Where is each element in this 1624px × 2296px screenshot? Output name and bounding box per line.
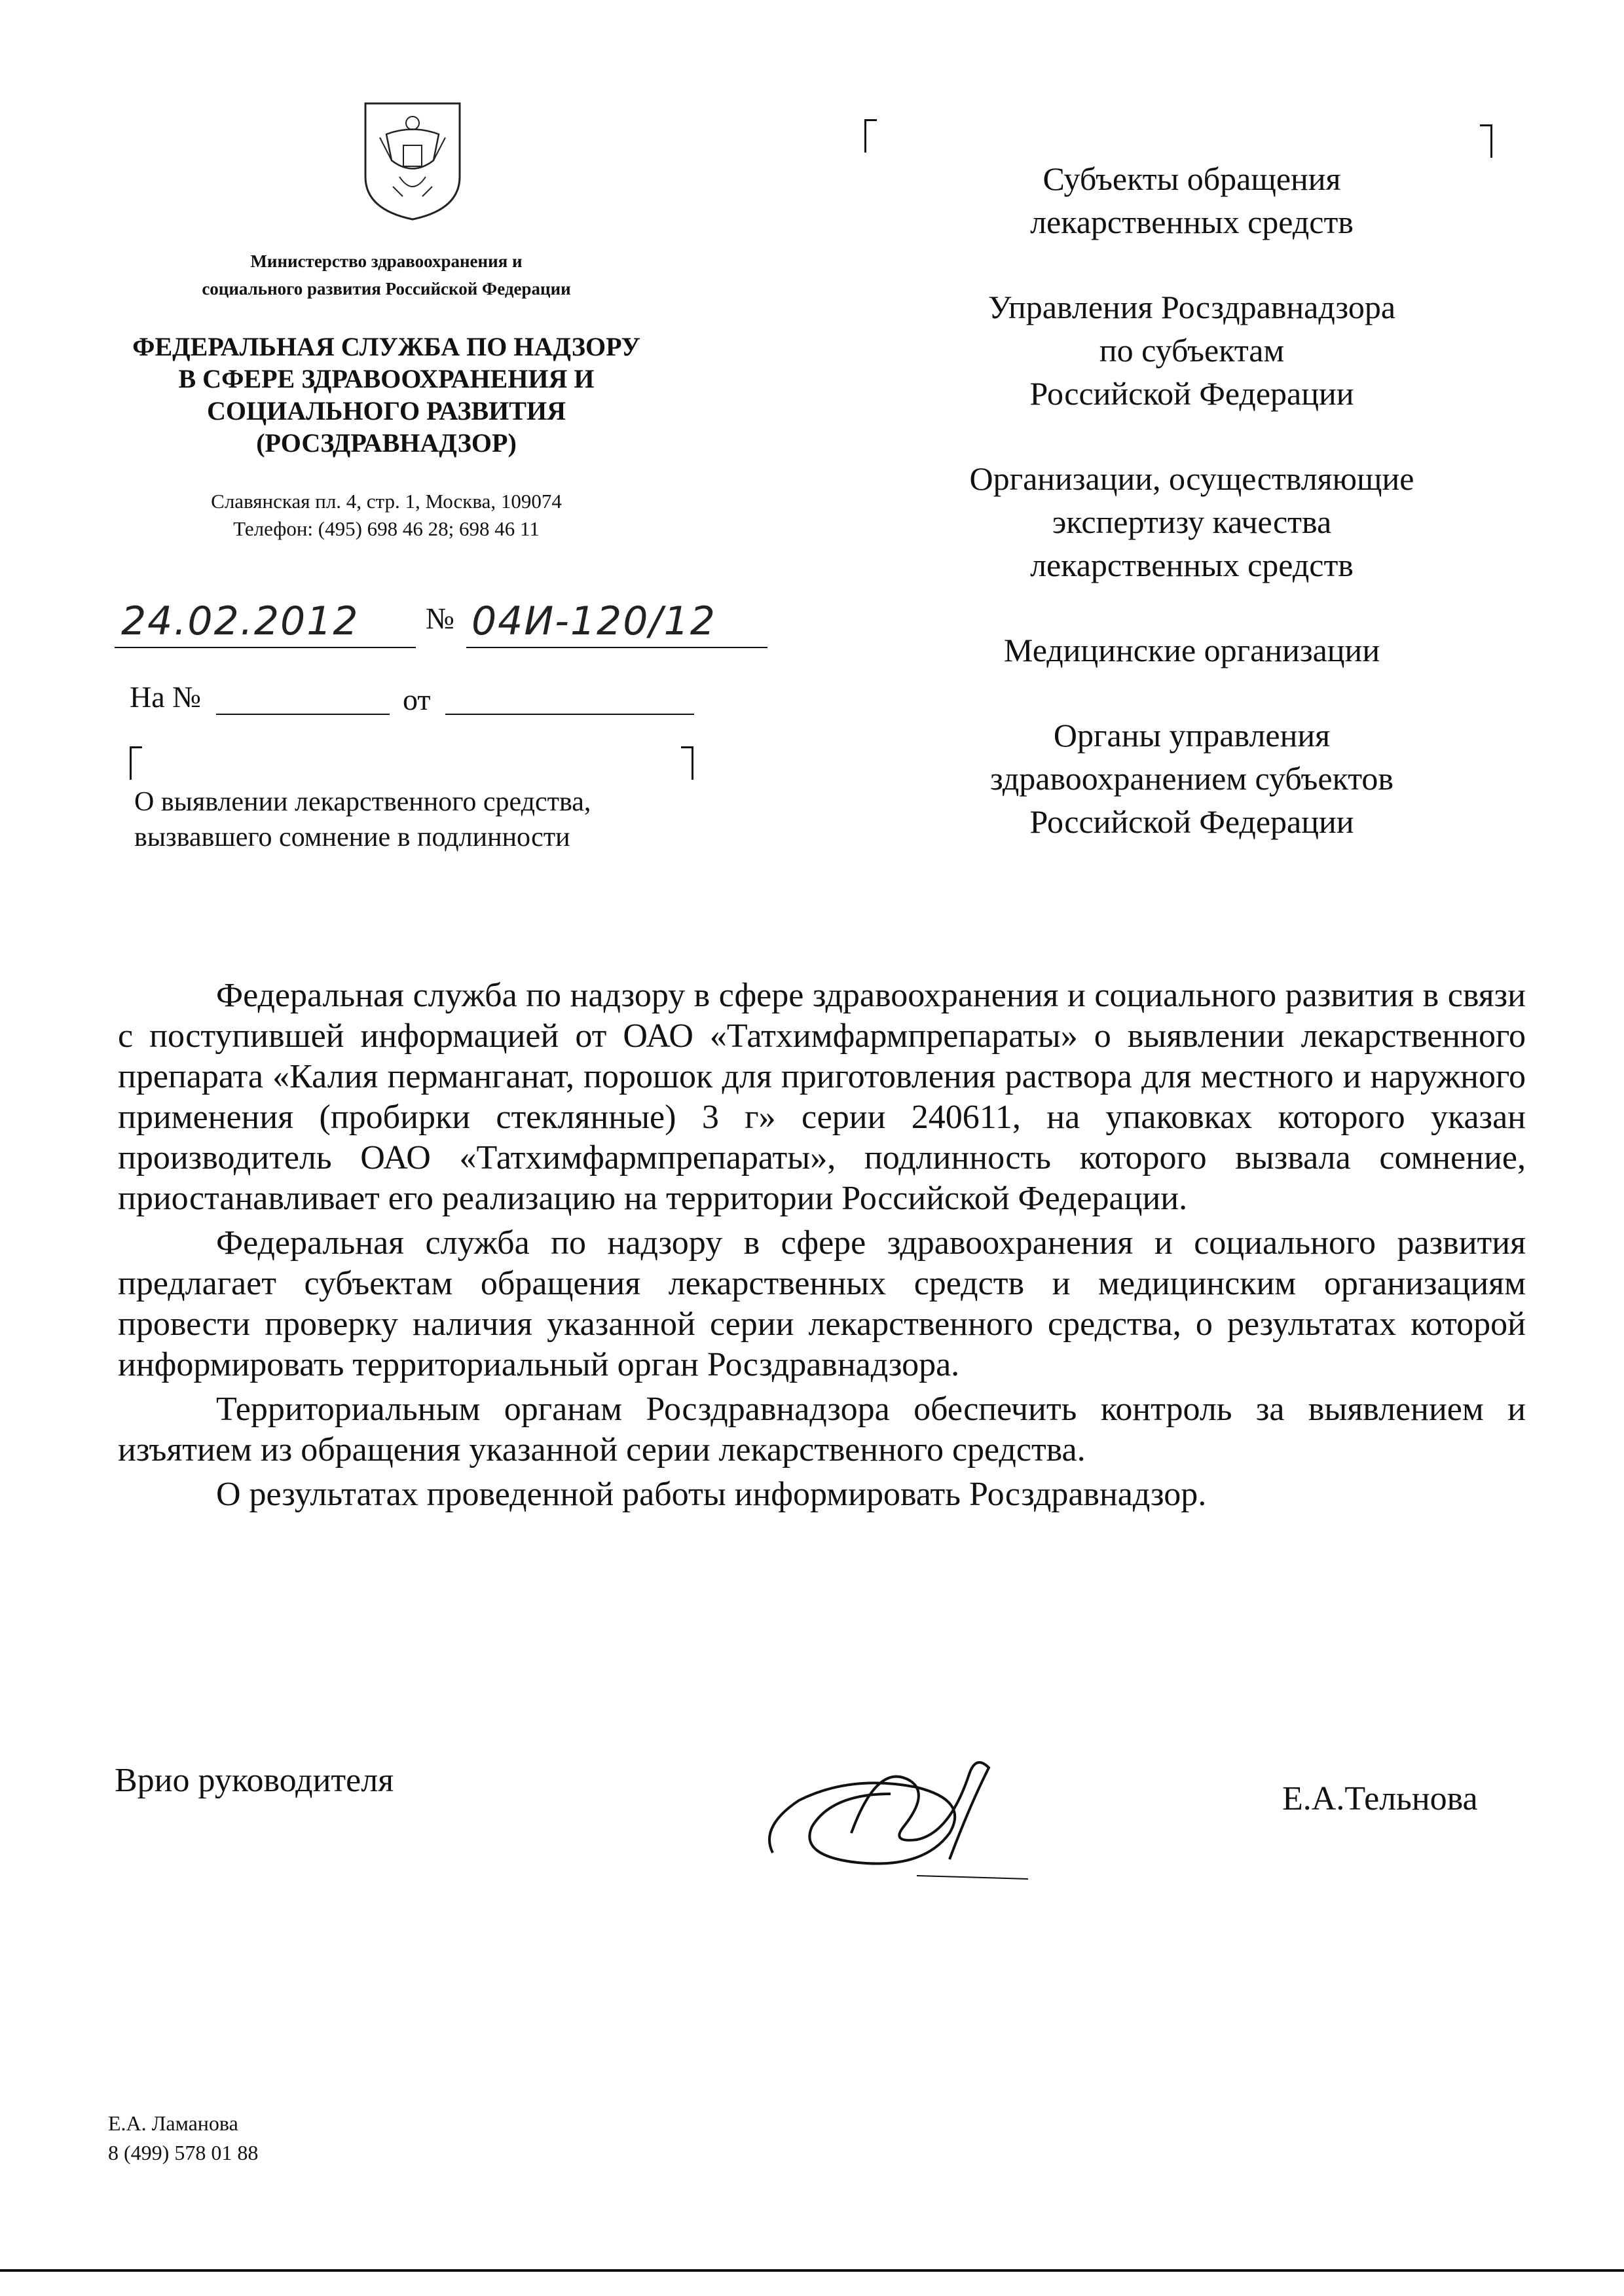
registration-date-field: [115, 589, 416, 648]
address-line: Славянская пл. 4, стр. 1, Москва, 109074: [211, 490, 562, 513]
addressee-line: Субъекты обращения: [1043, 160, 1341, 197]
signatory-position: Врио руководителя: [115, 1762, 394, 1799]
addressee-line: Организации, осуществляющие: [969, 460, 1414, 497]
registration-date: 24.02.2012: [121, 598, 360, 644]
ministry-name: [118, 247, 655, 302]
addressee-group: [871, 714, 1513, 843]
letter-subject: [134, 784, 724, 855]
executor-name: Е.А. Ламанова: [108, 2111, 238, 2135]
reference-number-label: На №: [130, 680, 202, 714]
addressee-corner-left: [864, 119, 877, 153]
reference-date-blank: [445, 714, 694, 715]
addressee-line: экспертизу качества: [1052, 503, 1332, 540]
addressees-block: [871, 157, 1513, 885]
addressee-line: лекарственных средств: [1030, 204, 1354, 240]
agency-line: В СФЕРЕ ЗДРАВООХРАНЕНИЯ И: [178, 364, 595, 393]
addressee-group: [871, 629, 1513, 672]
subject-corner-left: [130, 746, 142, 780]
addressee-group: [871, 285, 1513, 415]
phone-line: Телефон: (495) 698 46 28; 698 46 11: [233, 517, 540, 540]
addressee-group: [871, 157, 1513, 244]
signatory-name: Е.А.Тельнова: [1282, 1780, 1478, 1817]
coat-of-arms-emblem: [360, 98, 465, 223]
page-bottom-edge: [0, 2269, 1624, 2272]
addressee-corner-right: [1480, 124, 1492, 158]
addressee-line: Российской Федерации: [1029, 803, 1354, 840]
ministry-line: Министерство здравоохранения и: [250, 251, 523, 271]
subject-line: вызвавшего сомнение в подлинности: [134, 822, 570, 852]
registration-number-field: [466, 589, 767, 648]
subject-line: О выявлении лекарственного средства,: [134, 787, 591, 817]
subject-corner-right: [681, 746, 693, 780]
body-paragraph: Территориальным органам Росздравнадзора обеспечить контроль за выявлением и изъятием из обращения указанной серии лекарственного средства.: [118, 1391, 1526, 1468]
body-paragraph: Федеральная служба по надзору в сфере здравоохранения и социального развития предлагает субъектам обращения лекарственных средств и медицинским организациям провести проверку наличия указанной серии лекарственного средства, о результатах которой информировать территориальный орган Росздравнадзора.: [118, 1224, 1526, 1383]
body-paragraph: О результатах проведенной работы информировать Росздравнадзор.: [216, 1476, 1207, 1513]
agency-line: ФЕДЕРАЛЬНАЯ СЛУЖБА ПО НАДЗОРУ: [132, 332, 640, 361]
addressee-line: Управления Росздравнадзора: [987, 289, 1396, 325]
agency-name: [85, 331, 688, 459]
addressee-line: лекарственных средств: [1030, 547, 1354, 583]
addressee-line: Российской Федерации: [1029, 375, 1354, 412]
agency-address: [118, 488, 655, 543]
registration-number: 04И-120/12: [471, 598, 716, 644]
addressee-line: Медицинские организации: [1003, 632, 1380, 668]
addressee-line: здравоохранением субъектов: [989, 760, 1394, 797]
handwritten-signature: [753, 1728, 1035, 1892]
reference-from-label: от: [403, 683, 431, 716]
addressee-group: [871, 457, 1513, 587]
body-paragraph: Федеральная служба по надзору в сфере здравоохранения и социального развития в связи с поступившей информацией от ОАО «Татхимфармпрепараты» о выявлении лекарственного препарата «Калия перманганат, порошок для приготовления раствора для местного и наружного применения (пробирки стеклянные) 3 г» серии 240611, на упаковках которого указан производитель ОАО «Татхимфармпрепараты», подлинность которого вызвала сомнение, приостанавливает его реализацию на территории Российской Федерации.: [118, 977, 1526, 1217]
registration-number-label: №: [426, 602, 454, 635]
agency-line: (РОСЗДРАВНАДЗОР): [256, 428, 517, 458]
letter-body: [118, 975, 1526, 1519]
reference-number-blank: [216, 714, 390, 715]
agency-line: СОЦИАЛЬНОГО РАЗВИТИЯ: [207, 396, 566, 426]
addressee-line: по субъектам: [1099, 332, 1285, 369]
ministry-line: социального развития Российской Федерации: [202, 279, 571, 299]
addressee-line: Органы управления: [1053, 717, 1331, 754]
executor-phone: 8 (499) 578 01 88: [108, 2141, 259, 2164]
